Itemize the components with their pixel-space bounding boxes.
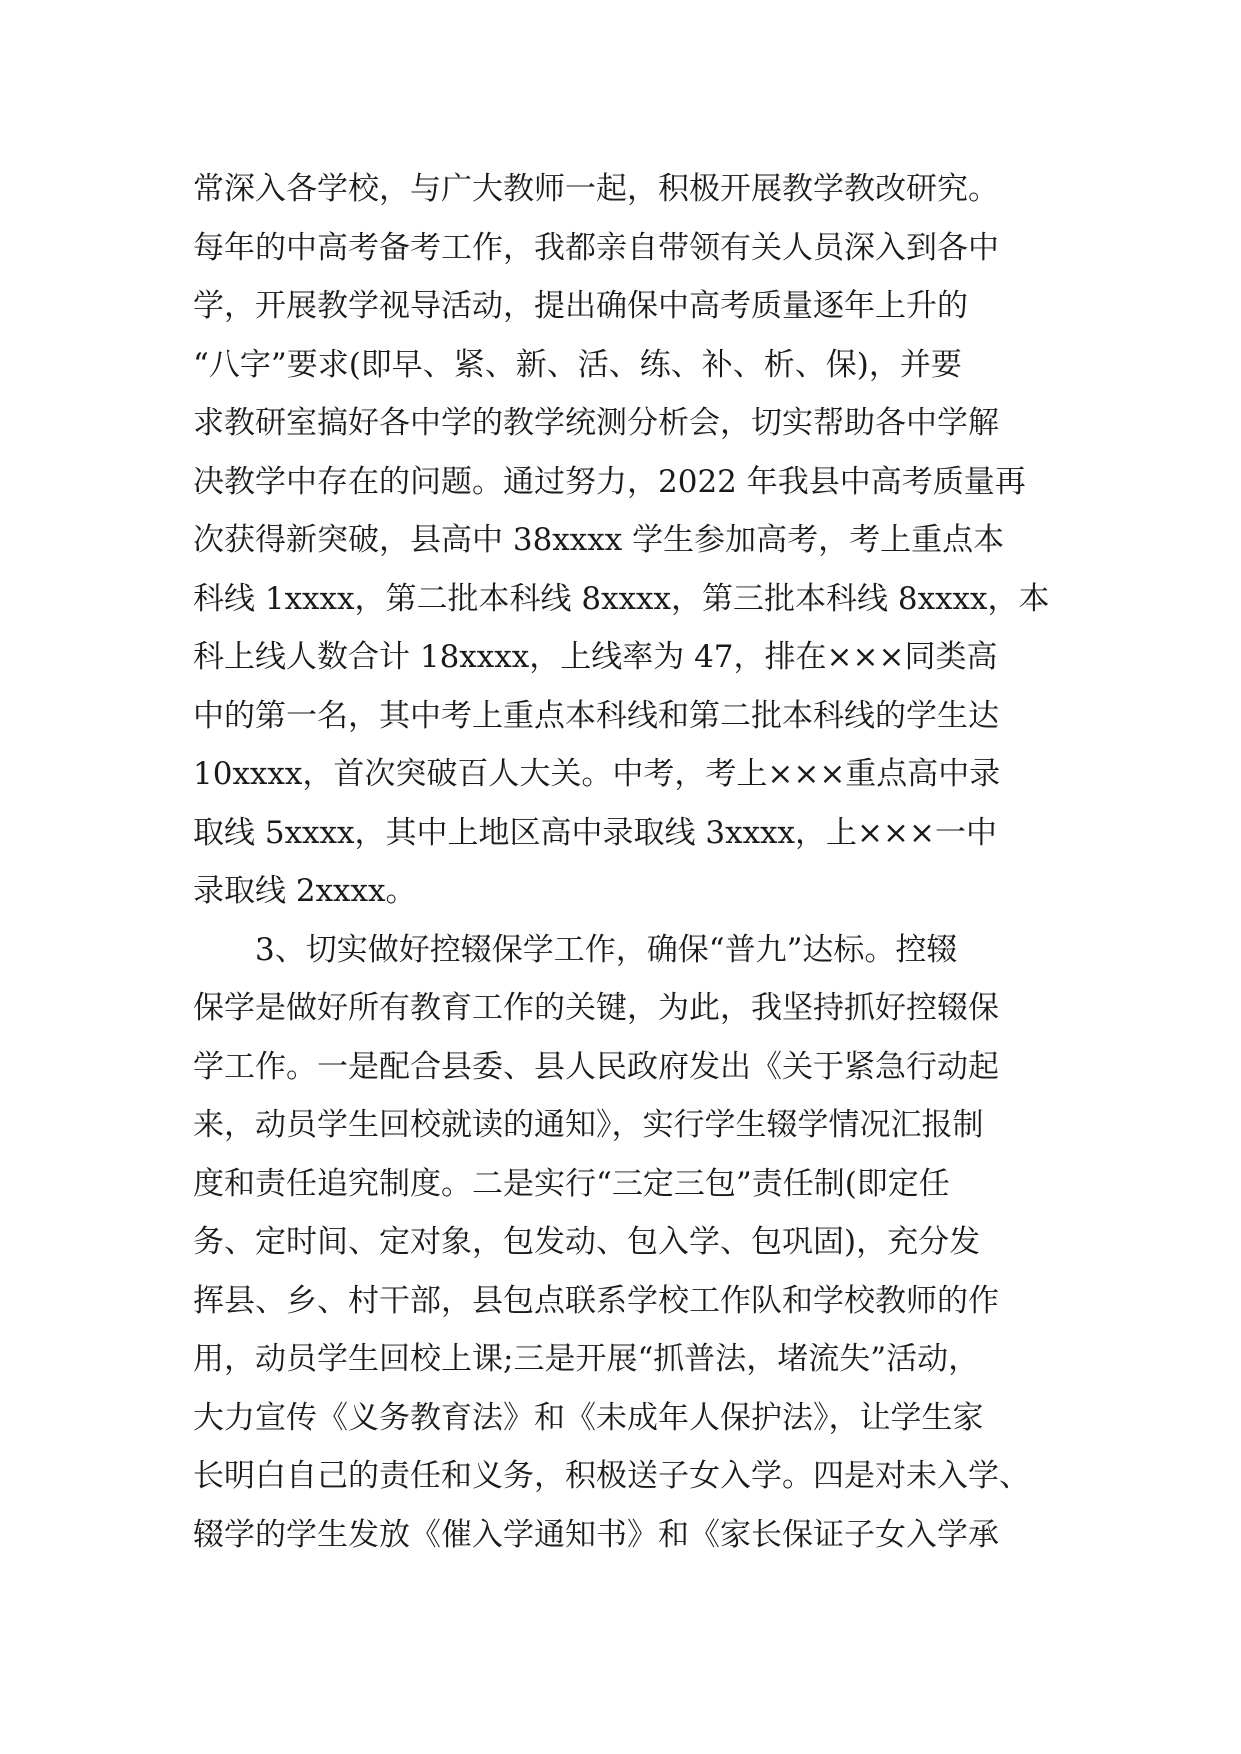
body-text <box>193 160 1073 1564</box>
text-line: 10xxxx，首次突破百人大关。中考，考上×××重点高中录 <box>193 756 1001 792</box>
paragraph-start-line: 3、切实做好控辍保学工作，确保“普九”达标。控辍 <box>255 931 958 968</box>
text-line: 学工作。一是配合县委、县人民政府发出《关于紧急行动起 <box>193 1048 999 1085</box>
text-line: 求教研室搞好各中学的教学统测分析会，切实帮助各中学解 <box>193 405 999 441</box>
text-line: 长明白自己的责任和义务，积极送子女入学。四是对未入学、 <box>193 1458 1030 1494</box>
text-line: 科线 1xxxx，第二批本科线 8xxxx，第三批本科线 8xxxx，本 <box>193 580 1050 617</box>
text-line: 录取线 2xxxx。 <box>193 873 417 909</box>
text-line: 保学是做好所有教育工作的关键，为此，我坚持抓好控辍保 <box>193 990 999 1026</box>
text-line: 大力宣传《义务教育法》和《未成年人保护法》，让学生家 <box>193 1399 984 1436</box>
text-line: 挥县、乡、村干部，县包点联系学校工作队和学校教师的作 <box>193 1282 999 1319</box>
text-line: 度和责任追究制度。二是实行“三定三包”责任制(即定任 <box>193 1165 950 1202</box>
text-line: 科上线人数合计 18xxxx，上线率为 47，排在×××同类高 <box>193 639 998 675</box>
text-line: 每年的中高考备考工作，我都亲自带领有关人员深入到各中 <box>193 229 999 266</box>
text-line: 常深入各学校，与广大教师一起，积极开展教学教改研究。 <box>193 171 999 207</box>
text-line: 中的第一名，其中考上重点本科线和第二批本科线的学生达 <box>193 697 999 734</box>
text-line: 用，动员学生回校上课;三是开展“抓普法，堵流失”活动， <box>193 1341 980 1377</box>
text-line: 来，动员学生回校就读的通知》，实行学生辍学情况汇报制 <box>193 1107 984 1143</box>
text-line: “八字”要求(即早、紧、新、活、练、补、析、保)，并要 <box>193 346 962 383</box>
text-line: 辍学的学生发放《催入学通知书》和《家长保证子女入学承 <box>193 1516 999 1553</box>
text-line: 学，开展教学视导活动，提出确保中高考质量逐年上升的 <box>193 288 968 324</box>
text-line: 次获得新突破，县高中 38xxxx 学生参加高考，考上重点本 <box>193 522 1005 558</box>
text-line: 务、定时间、定对象，包发动、包入学、包巩固)，充分发 <box>193 1224 981 1260</box>
text-line: 取线 5xxxx，其中上地区高中录取线 3xxxx，上×××一中 <box>193 814 997 851</box>
text-line: 决教学中存在的问题。通过努力，2022 年我县中高考质量再 <box>193 463 1026 500</box>
